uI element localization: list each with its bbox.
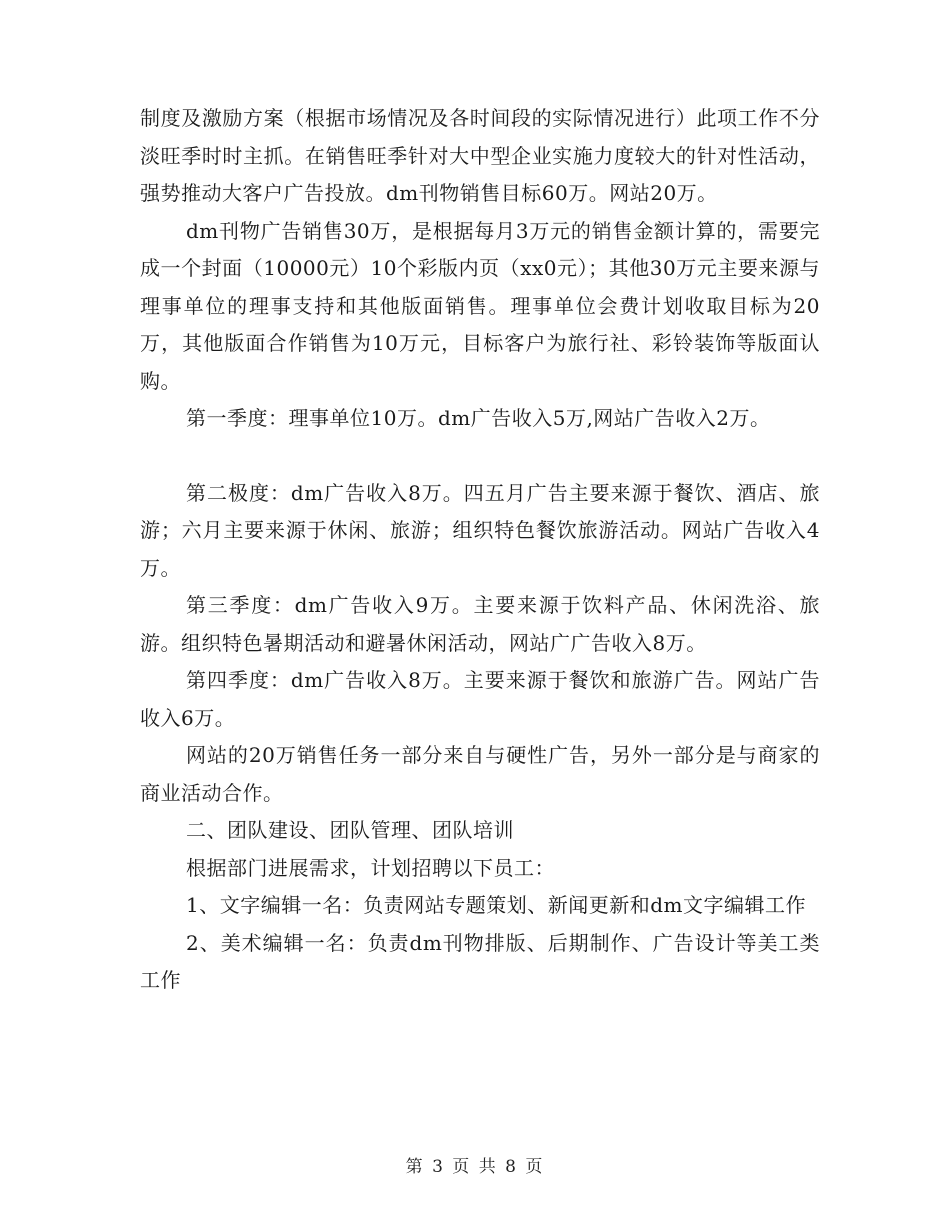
paragraph-website-sales: 网站的20万销售任务一部分来自与硬性广告，另外一部分是与商家的商业活动合作。 <box>140 743 820 805</box>
paragraph-q2: 第二极度：dm广告收入8万。四五月广告主要来源于餐饮、酒店、旅游；六月主要来源于休闲、旅游；组织特色餐饮旅游活动。网站广告收入4万。 <box>140 480 820 580</box>
list-item-text-editor: 1、文字编辑一名：负责网站专题策划、新闻更新和dm文字编辑工作 <box>186 893 806 917</box>
paragraph-q1: 第一季度：理事单位10万。dm广告收入5万,网站广告收入2万。 <box>186 406 771 430</box>
paragraph-q4: 第四季度：dm广告收入8万。主要来源于餐饮和旅游广告。网站广告收入6万。 <box>140 668 820 730</box>
list-item-art-editor: 2、美术编辑一名：负责dm刊物排版、后期制作、广告设计等美工类工作 <box>140 930 820 992</box>
paragraph-dm-sales: dm刊物广告销售30万，是根据每月3万元的销售金额计算的，需要完成一个封面（10000元）10个彩版内页（xx0元）；其他30万元主要来源与理事单位的理事支持和其他版面销售。理事单位会费计划收取目标为20万，其他版面合作销售为10万元，目标客户为旅行社、彩铃装饰等版面认购。 <box>140 218 820 393</box>
page-footer: 第 3 页 共 8 页 <box>405 1157 545 1177</box>
paragraph-incentive-plan: 制度及激励方案（根据市场情况及各时间段的实际情况进行）此项工作不分淡旺季时时主抓。在销售旺季针对大中型企业实施力度较大的针对性活动，强势推动大客户广告投放。dm刊物销售目标60万。网站20万。 <box>140 106 820 205</box>
document-body <box>140 100 820 1000</box>
paragraph-hiring-intro: 根据部门进展需求，计划招聘以下员工： <box>186 855 555 880</box>
blank-line <box>140 438 820 475</box>
paragraph-q3: 第三季度：dm广告收入9万。主要来源于饮料产品、休闲洗浴、旅游。组织特色暑期活动和避暑休闲活动，网站广广告收入8万。 <box>140 593 820 655</box>
section-heading-team: 二、团队建设、团队管理、团队培训 <box>186 818 514 842</box>
